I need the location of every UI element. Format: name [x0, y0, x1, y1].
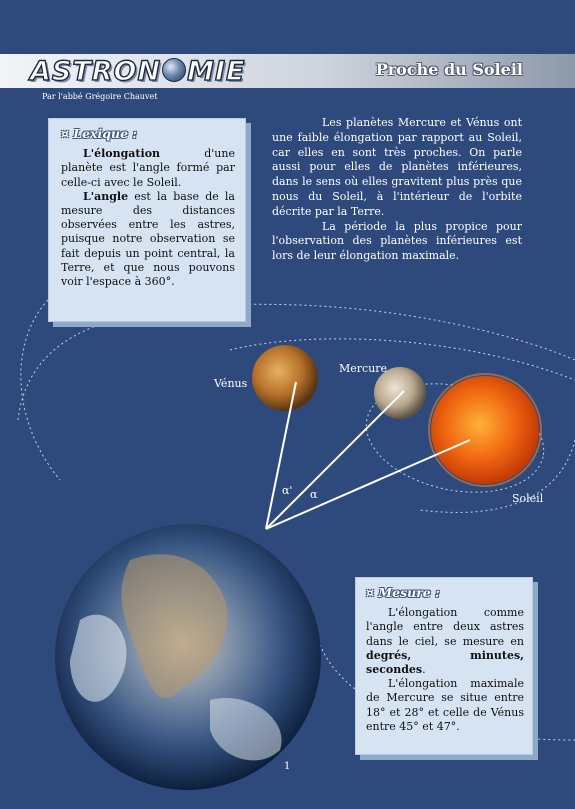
section-title: Proche du Soleil [375, 60, 523, 79]
mesure-p1-end: . [422, 663, 426, 677]
mesure-p1-start: L'élongation comme l'angle entre deux astres dans le ciel, se mesure en [366, 606, 524, 648]
page-number: 1 [284, 761, 291, 772]
lexique-title: ¤ Lexique : [61, 126, 137, 141]
alpha-label: α [310, 488, 318, 501]
alpha-prime-label: α' [282, 484, 293, 497]
intro-paragraph-1: Les planètes Mercure et Vénus ont une faible élongation par rapport au Soleil, car elles en sont très proches. On parle aussi pour elles de planètes inférieures, dans le sens où elles gravitent plus près que nous du Soleil, à l'intérieur de l'orbite décrite par la Terre. [272, 116, 522, 218]
logo-text-right: MIE [187, 56, 246, 87]
sun [431, 376, 539, 484]
mesure-paragraph-2: L'élongation maximale de Mercure se situe entre 18° et 28° et celle de Vénus entre 45° et 47°. [366, 677, 524, 733]
term-elongation: L'élongation [83, 147, 161, 161]
mesure-box [355, 577, 533, 755]
logo [30, 56, 245, 87]
lexique-box [48, 118, 246, 322]
earth-orbit-lower [21, 300, 60, 480]
mercury-label: Mercure [339, 362, 388, 375]
venus-label: Vénus [214, 377, 248, 390]
term-angle: L'angle [83, 189, 129, 203]
logo-planet-icon [162, 58, 186, 82]
lexique-p2-text: est la base de la mesure des distances observées entre les astres, puisque notre observation se fait depuis un point central, la Terre, et que nous pouvons voir l'espace à 360°. [61, 189, 235, 289]
line-earth-mercury [266, 391, 404, 529]
author: Par l'abbé Grégoire Chauvet [42, 92, 158, 101]
mesure-paragraph-1 [366, 606, 524, 677]
lexique-paragraph-2 [61, 190, 235, 289]
mesure-title: ¤ Mesure : [366, 585, 440, 600]
line-earth-sun [266, 440, 470, 529]
intro-text [272, 116, 522, 264]
lexique-paragraph-1 [61, 147, 235, 190]
mesure-units: degrés, minutes, secondes [366, 648, 524, 677]
sun-label: Soleil [512, 492, 544, 505]
intro-paragraph-2: La période la plus propice pour l'observation des planètes inférieures est lors de leur élongation maximale. [272, 219, 522, 263]
lexique-p1-text: d'une planète est l'angle formé par celle-ci avec le Soleil. [61, 147, 235, 189]
venus [252, 345, 318, 411]
logo-text-left: ASTRON [30, 56, 162, 87]
